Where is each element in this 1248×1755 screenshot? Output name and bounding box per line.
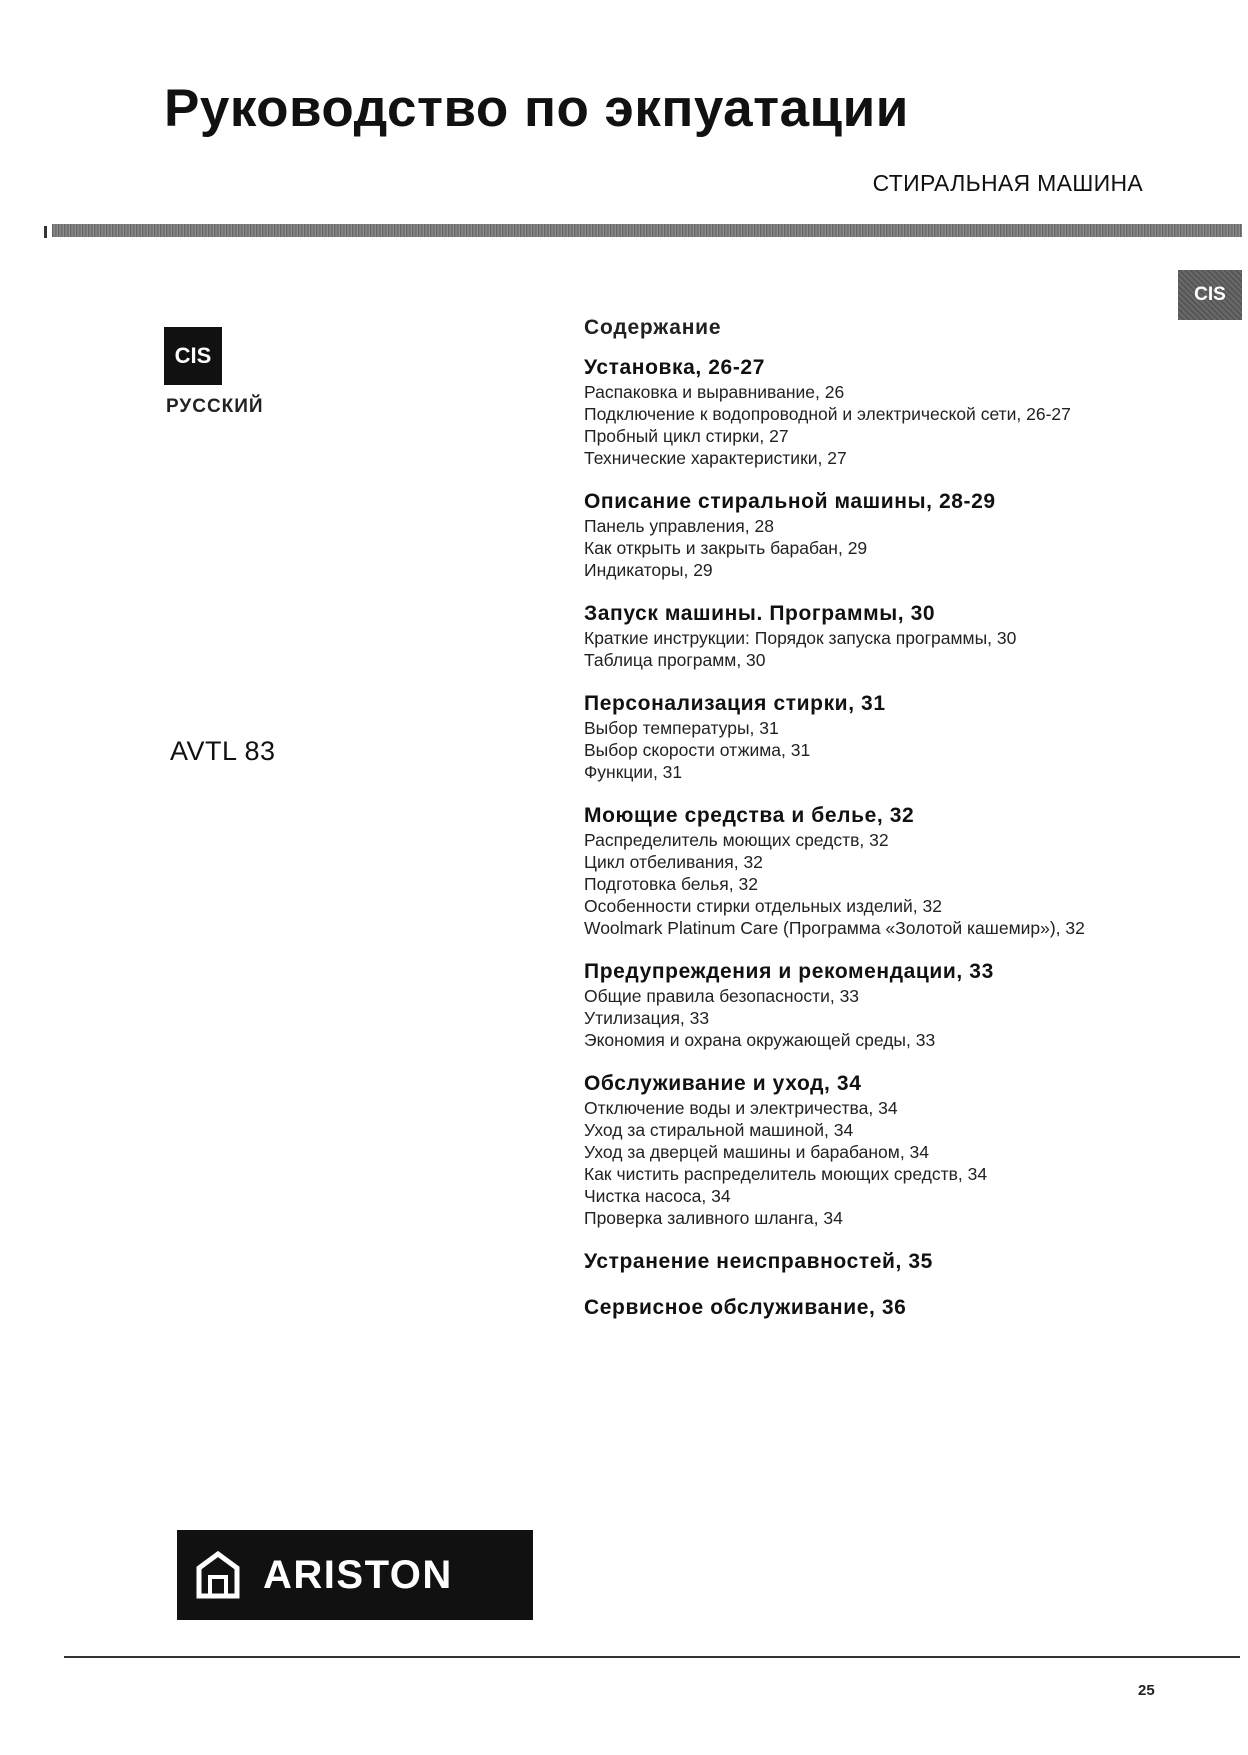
top-rule-tick — [44, 226, 47, 238]
language-label: РУССКИЙ — [166, 396, 264, 417]
toc-section-title: Моющие средства и белье, 32 — [584, 804, 915, 827]
toc-item: Отключение воды и электричества, 34 — [584, 1098, 898, 1118]
toc-item-list — [584, 985, 1204, 1051]
toc-item: Выбор скорости отжима, 31 — [584, 740, 811, 760]
toc-item: Как открыть и закрыть барабан, 29 — [584, 538, 868, 558]
cis-side-tab-label: CIS — [1194, 284, 1226, 305]
cis-badge — [164, 327, 222, 385]
toc-item: Таблица программ, 30 — [584, 650, 766, 670]
toc-section — [584, 1070, 1204, 1229]
toc-item: Уход за стиральной машиной, 34 — [584, 1120, 854, 1140]
toc-section-title: Предупреждения и рекомендации, 33 — [584, 960, 994, 983]
toc-item: Экономия и охрана окружающей среды, 33 — [584, 1030, 936, 1050]
toc-item: Особенности стирки отдельных изделий, 32 — [584, 896, 942, 916]
top-divider — [52, 224, 1242, 237]
cis-side-tab — [1178, 270, 1242, 320]
toc-section-title: Персонализация стирки, 31 — [584, 692, 886, 715]
toc-item: Панель управления, 28 — [584, 516, 774, 536]
toc-item-list — [584, 381, 1204, 469]
ariston-logo — [177, 1530, 533, 1620]
toc-item: Woolmark Platinum Care (Программа «Золотой кашемир»), 32 — [584, 918, 1085, 938]
toc-item: Распаковка и выравнивание, 26 — [584, 382, 845, 402]
toc-item: Как чистить распределитель моющих средств, 34 — [584, 1164, 988, 1184]
toc-item: Технические характеристики, 27 — [584, 448, 847, 468]
toc-item: Выбор температуры, 31 — [584, 718, 779, 738]
page-title: Руководство по экпуатации — [164, 79, 909, 138]
brand-name: ARISTON — [263, 1552, 453, 1597]
toc-item: Индикаторы, 29 — [584, 560, 713, 580]
toc-item-list — [584, 717, 1204, 783]
table-of-contents — [584, 316, 1204, 1340]
toc-item: Утилизация, 33 — [584, 1008, 710, 1028]
toc-section-title: Сервисное обслуживание, 36 — [584, 1296, 907, 1319]
toc-section — [584, 354, 1204, 469]
toc-section — [584, 600, 1204, 671]
toc-item: Подготовка белья, 32 — [584, 874, 758, 894]
toc-item: Подключение к водопроводной и электрической сети, 26-27 — [584, 404, 1071, 424]
toc-item-list — [584, 627, 1204, 671]
toc-section — [584, 1248, 1204, 1275]
toc-section-title: Обслуживание и уход, 34 — [584, 1072, 862, 1095]
toc-item-list — [584, 829, 1204, 939]
bottom-divider — [64, 1656, 1240, 1658]
toc-section-title: Запуск машины. Программы, 30 — [584, 602, 936, 625]
toc-section-title: Устранение неисправностей, 35 — [584, 1250, 933, 1273]
toc-sections — [584, 354, 1204, 1321]
toc-section — [584, 1294, 1204, 1321]
house-outline-icon — [195, 1550, 241, 1600]
model-name: AVTL 83 — [170, 736, 276, 766]
toc-item-list — [584, 515, 1204, 581]
toc-item: Краткие инструкции: Порядок запуска программы, 30 — [584, 628, 1017, 648]
toc-item: Распределитель моющих средств, 32 — [584, 830, 889, 850]
toc-section-title: Описание стиральной машины, 28-29 — [584, 490, 996, 513]
toc-item: Цикл отбеливания, 32 — [584, 852, 763, 872]
toc-item: Проверка заливного шланга, 34 — [584, 1208, 843, 1228]
toc-item: Уход за дверцей машины и барабаном, 34 — [584, 1142, 930, 1162]
cis-badge-label: CIS — [174, 343, 212, 368]
product-type-subtitle: СТИРАЛЬНАЯ МАШИНА — [872, 170, 1143, 196]
toc-item: Чистка насоса, 34 — [584, 1186, 731, 1206]
toc-heading: Содержание — [584, 316, 722, 339]
toc-item-list — [584, 1097, 1204, 1229]
toc-section — [584, 690, 1204, 783]
toc-section — [584, 958, 1204, 1051]
toc-section-title: Установка, 26-27 — [584, 356, 765, 379]
toc-section — [584, 802, 1204, 939]
page-number: 25 — [1138, 1682, 1155, 1699]
toc-item: Общие правила безопасности, 33 — [584, 986, 860, 1006]
toc-section — [584, 488, 1204, 581]
toc-item: Пробный цикл стирки, 27 — [584, 426, 789, 446]
toc-item: Функции, 31 — [584, 762, 683, 782]
